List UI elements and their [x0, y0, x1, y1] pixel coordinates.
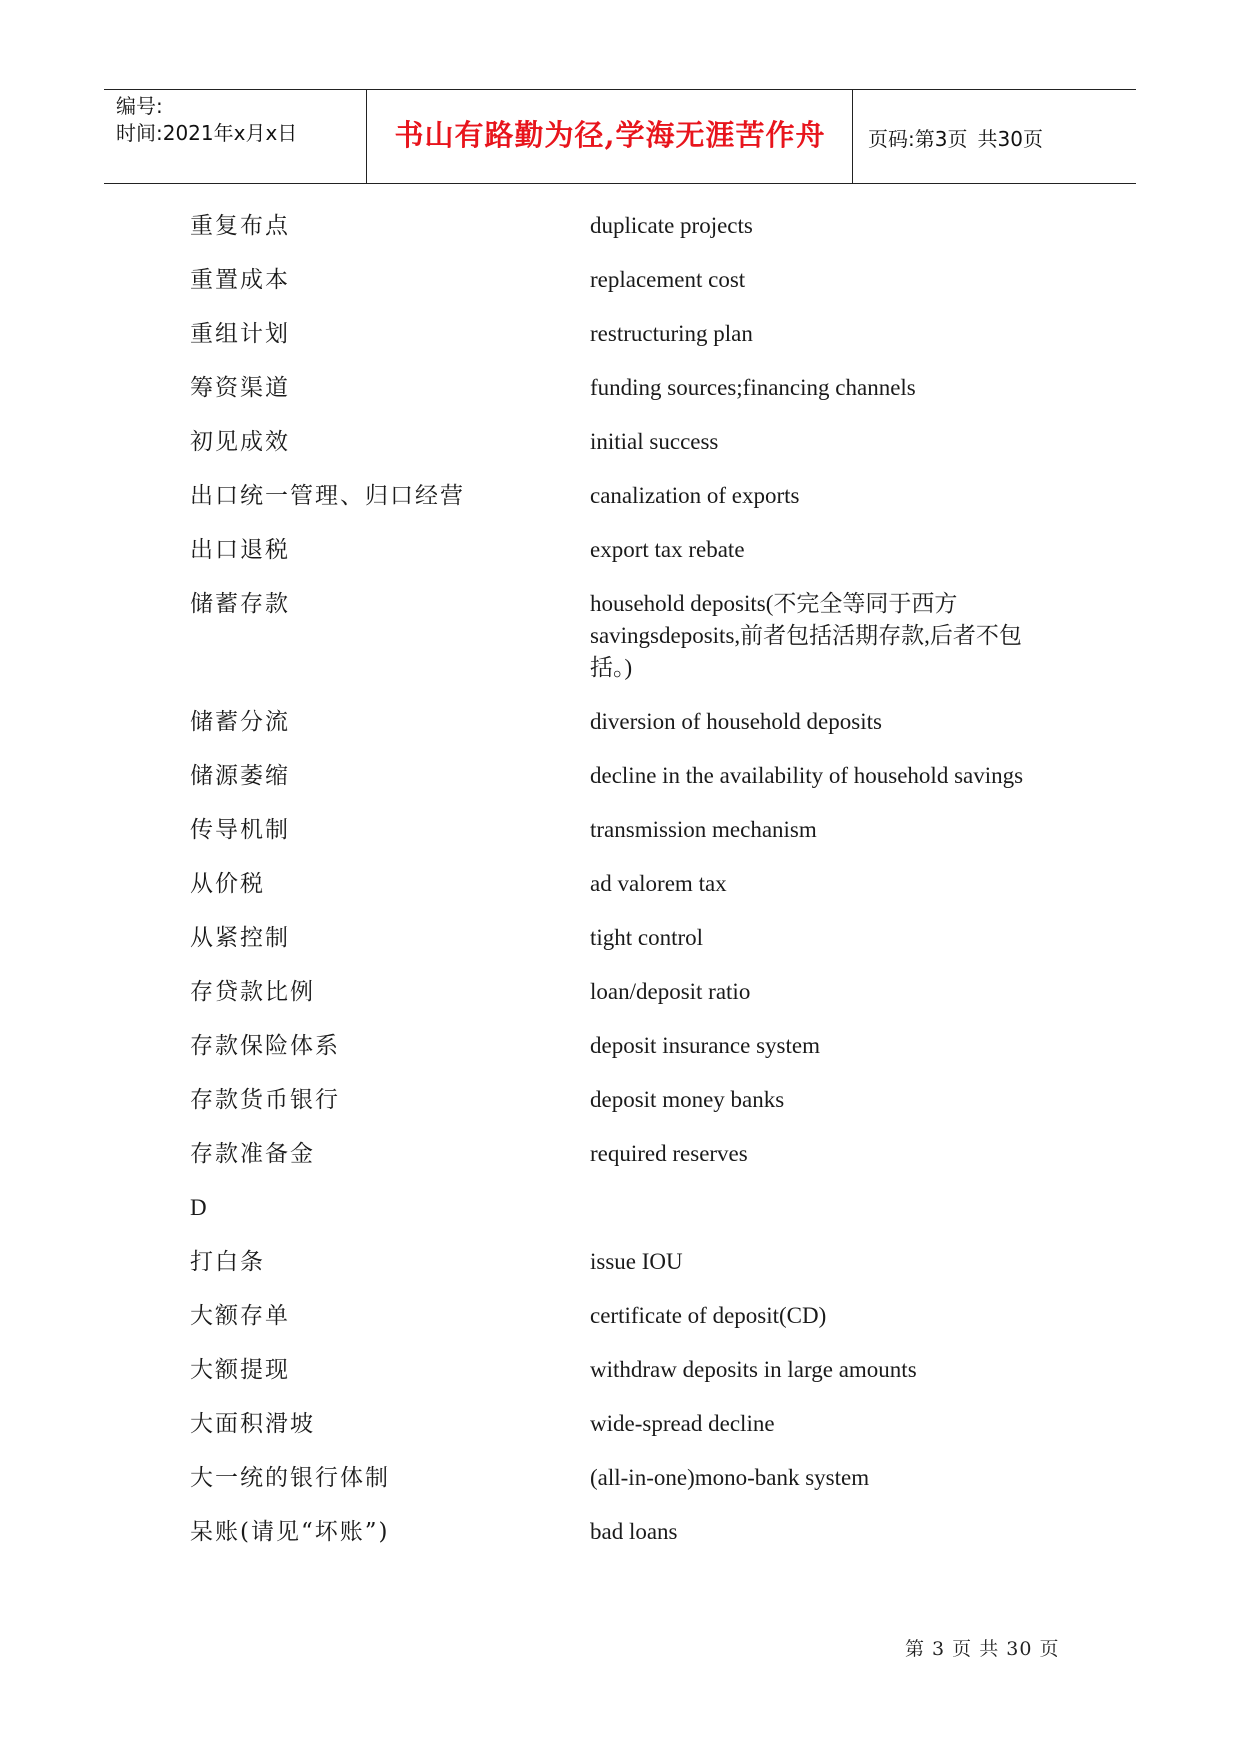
term-chinese: 大额提现	[190, 1357, 290, 1383]
glossary-entry	[190, 210, 1090, 242]
page-info-total: 30	[997, 127, 1023, 151]
glossary-entry	[190, 1030, 1090, 1062]
term-english: transmission mechanism	[590, 817, 817, 842]
term-english: (all-in-one)mono-bank system	[590, 1465, 870, 1490]
term-chinese: 从紧控制	[190, 925, 290, 951]
term-chinese: 重复布点	[190, 213, 290, 239]
section-letter-heading	[190, 1192, 1090, 1224]
header-page-cell	[854, 90, 1136, 183]
term-english: diversion of household deposits	[590, 709, 882, 734]
term-english: decline in the availability of household savings	[590, 763, 1024, 788]
glossary-entry	[190, 1408, 1090, 1440]
glossary-entry	[190, 976, 1090, 1008]
term-english: deposit insurance system	[590, 1033, 820, 1058]
term-chinese: 大一统的银行体制	[190, 1465, 390, 1491]
glossary-entry	[190, 814, 1090, 846]
term-chinese: 重组计划	[190, 321, 290, 347]
glossary-entry	[190, 480, 1090, 512]
term-english: household deposits(不完全等同于西方savingsdeposits,前者包括活期存款,后者不包括。)	[590, 591, 1022, 680]
term-chinese: 传导机制	[190, 817, 290, 843]
glossary-entry	[190, 1138, 1090, 1170]
glossary-entry	[190, 706, 1090, 738]
header-motto-cell	[368, 90, 853, 183]
term-chinese: 从价税	[190, 871, 265, 897]
glossary-entry	[190, 426, 1090, 458]
term-english: loan/deposit ratio	[590, 979, 751, 1004]
header-meta-cell	[104, 90, 367, 183]
glossary-entry	[190, 1084, 1090, 1116]
term-english: wide-spread decline	[590, 1411, 775, 1436]
glossary-entry	[190, 760, 1090, 792]
glossary-entry	[190, 534, 1090, 566]
glossary-entry	[190, 318, 1090, 350]
header-motto: 书山有路勤为径,学海无涯苦作舟	[394, 118, 826, 152]
page-header	[104, 89, 1136, 184]
term-chinese: 储蓄存款	[190, 591, 290, 617]
term-chinese: 打白条	[190, 1249, 265, 1275]
doc-date: 时间:2021年x月x日	[116, 121, 298, 145]
glossary-entry	[190, 1300, 1090, 1332]
term-english: initial success	[590, 429, 719, 454]
term-english: ad valorem tax	[590, 871, 727, 896]
term-english: restructuring plan	[590, 321, 753, 346]
page-info-current: 3	[934, 127, 948, 151]
term-chinese: 出口退税	[190, 537, 290, 563]
term-chinese: 存贷款比例	[190, 979, 315, 1005]
page-info-suffix: 页	[1022, 127, 1043, 151]
page-footer: 第 3 页 共 30 页	[905, 1638, 1060, 1660]
glossary-entry	[190, 372, 1090, 404]
term-english: export tax rebate	[590, 537, 745, 562]
term-english: duplicate projects	[590, 213, 753, 238]
glossary-entry	[190, 264, 1090, 296]
term-english: replacement cost	[590, 267, 746, 292]
term-chinese: 出口统一管理、归口经营	[190, 483, 465, 509]
term-chinese: 存款准备金	[190, 1141, 315, 1167]
doc-number-label: 编号:	[116, 94, 163, 118]
term-chinese: 储蓄分流	[190, 709, 290, 735]
glossary-entry	[190, 588, 1090, 684]
term-english: bad loans	[590, 1519, 678, 1544]
page-info-mid: 页	[947, 127, 968, 151]
term-chinese: 筹资渠道	[190, 375, 290, 401]
glossary-entry	[190, 1516, 1090, 1548]
term-english	[590, 1192, 1060, 1224]
term-english: funding sources;financing channels	[590, 375, 916, 400]
term-english: required reserves	[590, 1141, 748, 1166]
term-chinese: 存款保险体系	[190, 1033, 340, 1059]
glossary-entry	[190, 1462, 1090, 1494]
term-chinese: 重置成本	[190, 267, 290, 293]
term-english: tight control	[590, 925, 704, 950]
header-page-info	[868, 123, 1043, 152]
term-english: withdraw deposits in large amounts	[590, 1357, 917, 1382]
term-chinese: 储源萎缩	[190, 763, 290, 789]
term-chinese: 呆账(请见“坏账”)	[190, 1519, 390, 1545]
term-english: canalization of exports	[590, 483, 800, 508]
term-english: certificate of deposit(CD)	[590, 1303, 827, 1328]
term-chinese: 初见成效	[190, 429, 290, 455]
glossary-entry	[190, 922, 1090, 954]
page-info-total-prefix: 共	[977, 127, 998, 151]
glossary-entry	[190, 868, 1090, 900]
section-letter: D	[190, 1195, 207, 1220]
term-chinese: 存款货币银行	[190, 1087, 340, 1113]
term-english: issue IOU	[590, 1249, 683, 1274]
term-chinese: 大面积滑坡	[190, 1411, 315, 1437]
term-english: deposit money banks	[590, 1087, 785, 1112]
glossary-list	[190, 210, 1090, 1570]
term-chinese: 大额存单	[190, 1303, 290, 1329]
glossary-entry	[190, 1246, 1090, 1278]
page-info-prefix: 页码:第	[868, 127, 935, 151]
glossary-entry	[190, 1354, 1090, 1386]
